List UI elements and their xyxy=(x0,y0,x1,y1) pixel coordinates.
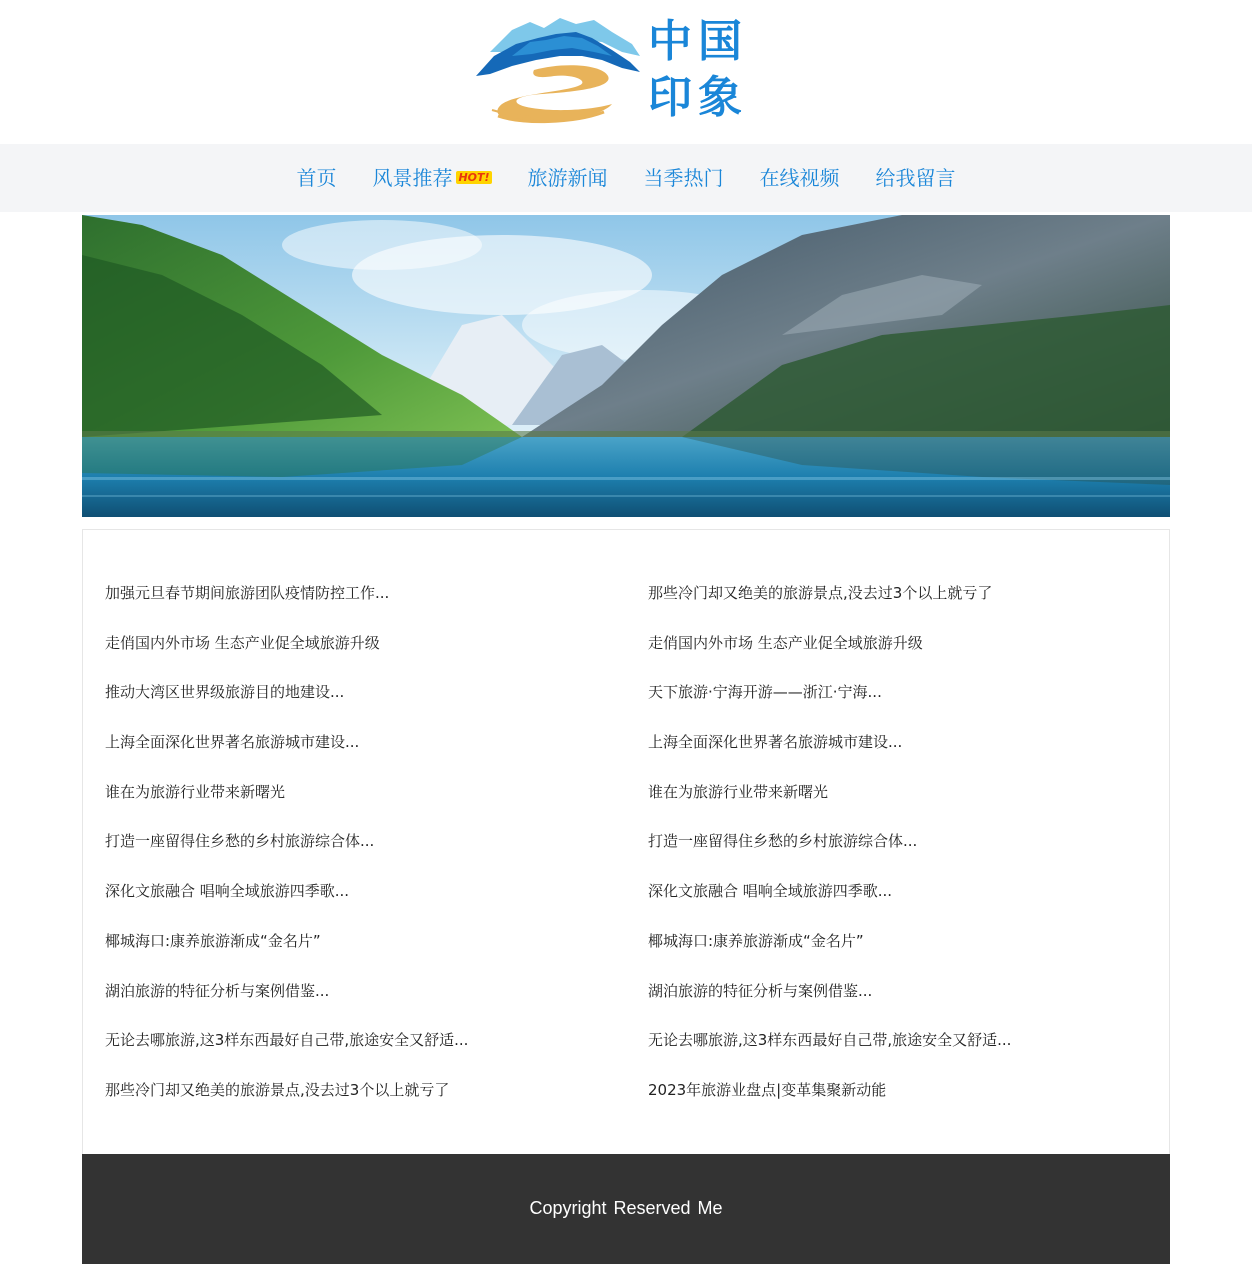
nav-item-online-video[interactable] xyxy=(742,144,858,212)
logo-title xyxy=(648,14,758,126)
nav-item-label: 旅游新闻 xyxy=(527,166,608,190)
news-item[interactable]: 上海全面深化世界著名旅游城市建设... xyxy=(648,733,903,752)
site-logo[interactable] xyxy=(472,12,762,132)
site-header xyxy=(0,0,1252,144)
nav-item-label: 风景推荐 xyxy=(372,166,453,190)
nav-item-message[interactable] xyxy=(858,144,974,212)
nav-item-label: 给我留言 xyxy=(875,166,956,190)
news-item[interactable]: 无论去哪旅游,这3样东西最好自己带,旅途安全又舒适... xyxy=(105,1031,469,1050)
hot-badge: HOT! xyxy=(458,171,490,184)
news-item[interactable]: 椰城海口:康养旅游渐成“金名片” xyxy=(648,931,864,950)
mountain-wave-logo-icon xyxy=(472,12,644,128)
nav-item-seasonal-hot[interactable] xyxy=(626,144,742,212)
news-item[interactable]: 天下旅游·宁海开游——浙江·宁海... xyxy=(648,683,882,702)
mountain-lake-banner-image xyxy=(82,215,1170,517)
news-list-right xyxy=(648,568,1168,1115)
copyright-text: Copyright Reserved Me xyxy=(529,1198,723,1218)
site-footer xyxy=(82,1154,1170,1264)
news-item[interactable]: 深化文旅融合 唱响全域旅游四季歌... xyxy=(648,882,893,901)
news-item[interactable]: 谁在为旅游行业带来新曙光 xyxy=(105,782,286,801)
nav-item-label: 当季热门 xyxy=(643,166,724,190)
nav-item-label: 在线视频 xyxy=(759,166,840,190)
news-item[interactable]: 走俏国内外市场 生态产业促全域旅游升级 xyxy=(105,633,380,652)
news-item[interactable]: 谁在为旅游行业带来新曙光 xyxy=(648,782,829,801)
news-item[interactable]: 湖泊旅游的特征分析与案例借鉴... xyxy=(105,981,330,1000)
nav-item-label: 首页 xyxy=(296,166,337,190)
news-item[interactable]: 无论去哪旅游,这3样东西最好自己带,旅途安全又舒适... xyxy=(648,1031,1012,1050)
news-item[interactable]: 加强元旦春节期间旅游团队疫情防控工作... xyxy=(105,584,390,602)
news-panel xyxy=(82,529,1170,1155)
news-item[interactable]: 深化文旅融合 唱响全域旅游四季歌... xyxy=(105,882,350,901)
news-item[interactable]: 打造一座留得住乡愁的乡村旅游综合体... xyxy=(648,832,918,851)
nav-list xyxy=(0,144,1252,212)
hero-banner xyxy=(82,215,1170,517)
news-item[interactable]: 那些冷门却又绝美的旅游景点,没去过3个以上就亏了 xyxy=(105,1080,450,1099)
nav-item-travel-news[interactable] xyxy=(510,144,626,212)
main-nav xyxy=(0,144,1252,212)
news-item[interactable]: 湖泊旅游的特征分析与案例借鉴... xyxy=(648,981,873,1000)
news-item[interactable]: 走俏国内外市场 生态产业促全域旅游升级 xyxy=(648,633,923,652)
logo-line-2: 印象 xyxy=(648,72,748,123)
nav-item-home[interactable] xyxy=(278,144,354,212)
news-item[interactable]: 上海全面深化世界著名旅游城市建设... xyxy=(105,733,360,752)
news-item[interactable]: 打造一座留得住乡愁的乡村旅游综合体... xyxy=(105,832,375,851)
news-list-left xyxy=(105,568,625,1115)
nav-item-scenery[interactable] xyxy=(354,144,509,212)
logo-line-1: 中国 xyxy=(648,16,748,67)
news-item[interactable]: 2023年旅游业盘点|变革集聚新动能 xyxy=(648,1080,887,1099)
news-item[interactable]: 那些冷门却又绝美的旅游景点,没去过3个以上就亏了 xyxy=(648,584,993,602)
news-item[interactable]: 椰城海口:康养旅游渐成“金名片” xyxy=(105,931,321,950)
news-item[interactable]: 推动大湾区世界级旅游目的地建设... xyxy=(105,683,345,702)
